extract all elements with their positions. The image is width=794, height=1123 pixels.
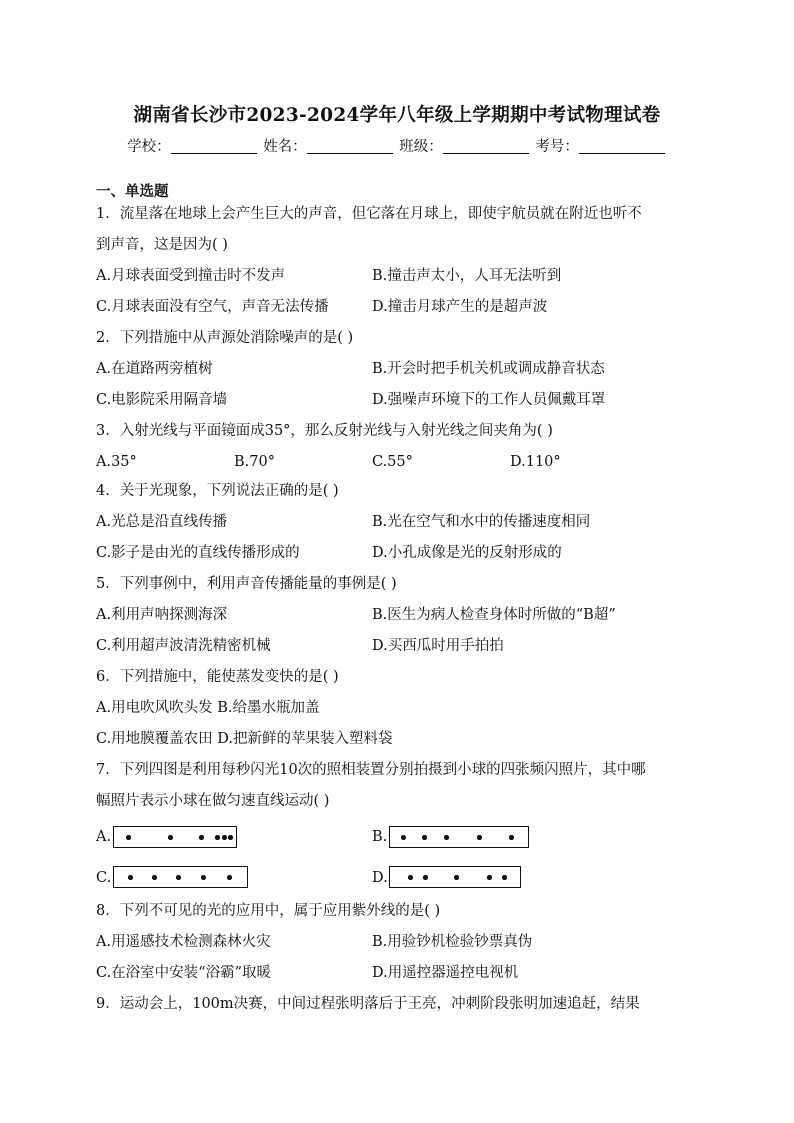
question-1-option-b: B.撞击声太小，人耳无法听到 xyxy=(372,268,562,284)
question-5-text: 5．下列事例中，利用声音传播能量的事例是( ) xyxy=(96,576,397,592)
page-title: 湖南省长沙市2023-2024学年八年级上学期期中考试物理试卷 xyxy=(133,105,661,126)
question-2-option-b: B.开会时把手机关机或调成静音状态 xyxy=(372,361,605,377)
strobe-photo-a xyxy=(113,826,237,848)
question-3-text: 3．入射光线与平面镜面成35°，那么反射光线与入射光线之间夹角为( ) xyxy=(96,423,553,439)
question-4-text: 4．关于光现象，下列说法正确的是( ) xyxy=(96,483,339,499)
ball-dot xyxy=(423,875,428,880)
student-info-line xyxy=(0,135,794,156)
question-8-text: 8．下列不可见的光的应用中，属于应用紫外线的是( ) xyxy=(96,903,441,919)
question-2-option-d: D.强噪声环境下的工作人员佩戴耳罩 xyxy=(372,392,606,408)
question-5-option-a: A.利用声呐探测海深 xyxy=(96,607,228,623)
question-4-option-d: D.小孔成像是光的反射形成的 xyxy=(372,545,562,561)
question-5-option-b: B.医生为病人检查身体时所做的“B超” xyxy=(372,607,616,623)
question-4-option-a: A.光总是沿直线传播 xyxy=(96,514,228,530)
school-label: 学校： xyxy=(127,139,171,155)
ball-dot xyxy=(422,835,427,840)
question-1-option-c: C.月球表面没有空气，声音无法传播 xyxy=(96,299,329,315)
question-2-text: 2．下列措施中从声源处消除噪声的是( ) xyxy=(96,330,354,346)
question-1-text-cont: 到声音，这是因为( ) xyxy=(96,237,228,253)
question-8-option-a: A.用遥感技术检测森林火灾 xyxy=(96,934,271,950)
ball-dot xyxy=(199,835,204,840)
question-6-text: 6．下列措施中，能使蒸发变快的是( ) xyxy=(96,669,339,685)
question-7-text-cont: 幅照片表示小球在做匀速直线运动( ) xyxy=(96,793,330,809)
question-7-option-a-label: A. xyxy=(96,829,112,845)
ball-dot xyxy=(152,875,157,880)
section-heading: 一、单选题 xyxy=(96,183,169,200)
ball-dot xyxy=(128,875,133,880)
question-5-option-c: C.利用超声波清洗精密机械 xyxy=(96,638,271,654)
ball-dot xyxy=(487,875,492,880)
question-2-option-c: C.电影院采用隔音墙 xyxy=(96,392,228,408)
question-4-option-b: B.光在空气和水中的传播速度相同 xyxy=(372,514,591,530)
question-7-text: 7．下列四图是利用每秒闪光10次的照相装置分别拍摄到小球的四张频闪照片，其中哪 xyxy=(96,762,646,778)
strobe-photo-b xyxy=(389,826,529,848)
question-3-option-a: A.35° xyxy=(96,454,137,470)
ball-dot xyxy=(477,835,482,840)
name-blank[interactable] xyxy=(307,139,393,154)
ball-dot xyxy=(222,835,227,840)
ball-dot xyxy=(444,835,449,840)
question-8-option-b: B.用验钞机检验钞票真伪 xyxy=(372,934,533,950)
question-8-option-d: D.用遥控器遥控电视机 xyxy=(372,965,519,981)
ball-dot xyxy=(201,875,206,880)
question-4-option-c: C.影子是由光的直线传播形成的 xyxy=(96,545,300,561)
ball-dot xyxy=(408,875,413,880)
question-7-option-d-label: D. xyxy=(372,870,388,886)
ball-dot xyxy=(454,875,459,880)
ball-dot xyxy=(215,835,220,840)
question-9-text: 9．运动会上，100m决赛，中间过程张明落后于王亮，冲刺阶段张明加速追赶，结果 xyxy=(96,996,640,1012)
question-1-text: 1．流星落在地球上会产生巨大的声音，但它落在月球上，即使宇航员就在附近也听不 xyxy=(96,206,642,222)
ball-dot xyxy=(509,835,514,840)
question-3-option-c: C.55° xyxy=(372,454,413,470)
question-5-option-d: D.买西瓜时用手拍拍 xyxy=(372,638,504,654)
ball-dot xyxy=(502,875,507,880)
class-label: 班级： xyxy=(399,139,443,155)
exam-number-label: 考号： xyxy=(535,139,579,155)
question-6-options-cd: C.用地膜覆盖农田 D.把新鲜的苹果装入塑料袋 xyxy=(96,731,393,747)
class-blank[interactable] xyxy=(443,139,529,154)
ball-dot xyxy=(227,875,232,880)
ball-dot xyxy=(126,835,131,840)
ball-dot xyxy=(176,875,181,880)
question-1-option-d: D.撞击月球产生的是超声波 xyxy=(372,299,548,315)
ball-dot xyxy=(401,835,406,840)
question-8-option-c: C.在浴室中安装“浴霸”取暖 xyxy=(96,965,272,981)
exam-number-blank[interactable] xyxy=(579,139,665,154)
school-blank[interactable] xyxy=(171,139,257,154)
question-3-option-d: D.110° xyxy=(510,454,561,470)
question-1-option-a: A.月球表面受到撞击时不发声 xyxy=(96,268,286,284)
ball-dot xyxy=(168,835,173,840)
question-6-options-ab: A.用电吹风吹头发 B.给墨水瓶加盖 xyxy=(96,700,320,716)
strobe-photo-d xyxy=(389,866,521,888)
question-2-option-a: A.在道路两旁植树 xyxy=(96,361,213,377)
strobe-photo-c xyxy=(113,866,248,888)
ball-dot xyxy=(228,835,233,840)
question-7-option-b-label: B. xyxy=(372,829,388,845)
question-7-option-c-label: C. xyxy=(96,870,112,886)
name-label: 姓名： xyxy=(263,139,307,155)
question-3-option-b: B.70° xyxy=(234,454,275,470)
